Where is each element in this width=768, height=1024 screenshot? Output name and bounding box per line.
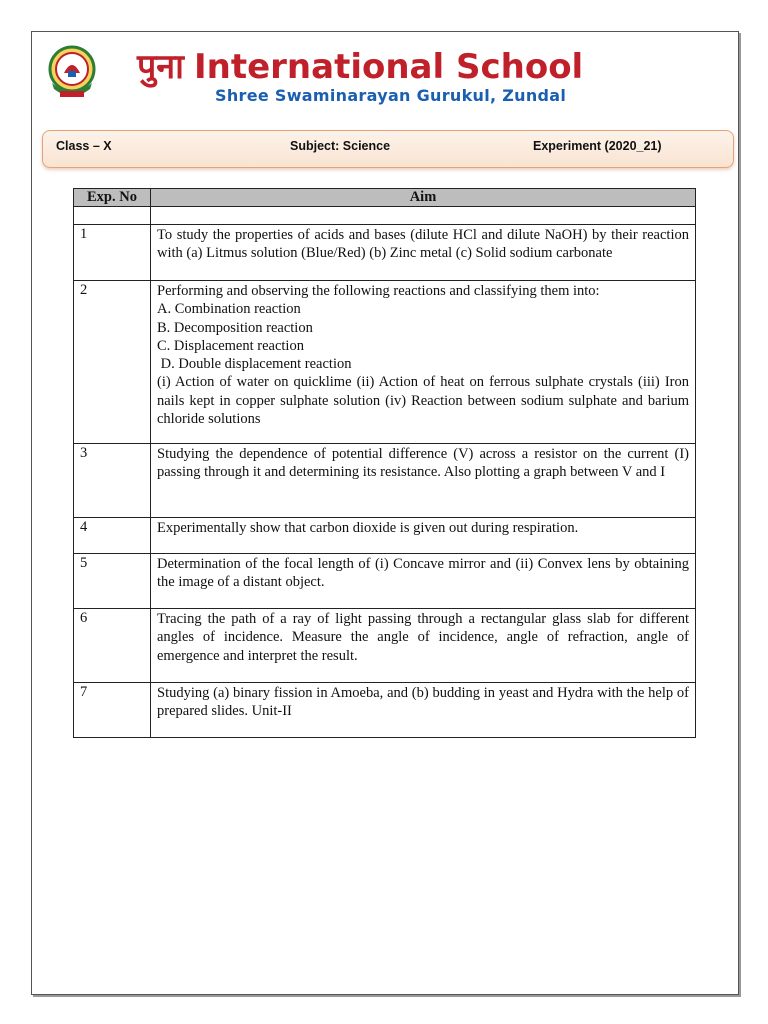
school-emblem-icon — [46, 43, 98, 101]
exp-number: 1 — [74, 225, 151, 281]
exp-aim: Studying (a) binary fission in Amoeba, and (b) budding in yeast and Hydra with the help of prepared slides. Unit-II — [151, 683, 696, 738]
table-row — [74, 554, 696, 609]
table-row — [74, 225, 696, 281]
table-row — [74, 281, 696, 444]
info-band — [42, 130, 734, 168]
header-aim: Aim — [151, 189, 696, 207]
exp-number: 3 — [74, 444, 151, 518]
exp-aim: Performing and observing the following reactions and classifying them into: A. Combination reaction B. Decomposition reaction C. Displacement reaction D. Double displacement reaction (i) Action of water on quicklime (ii) Action of heat on ferrous sulphate crystals (iii) Iron nails kept in copper sulphate solution (iv) Reaction between sodium sulphate and barium chloride solutions — [151, 281, 696, 444]
header-exp-no: Exp. No — [74, 189, 151, 207]
school-subtitle: Shree Swaminarayan Gurukul, Zundal — [215, 86, 567, 105]
experiment-table — [73, 188, 696, 738]
table-row — [74, 683, 696, 738]
exp-number: 6 — [74, 609, 151, 683]
table-row — [74, 444, 696, 518]
exp-aim: Tracing the path of a ray of light passing through a rectangular glass slab for different angles of incidence. Measure the angle of incidence, angle of refraction, angle of emergence and interpret the result. — [151, 609, 696, 683]
exp-number: 4 — [74, 518, 151, 554]
exp-number: 2 — [74, 281, 151, 444]
exp-aim: To study the properties of acids and bases (dilute HCl and dilute NaOH) by their reaction with (a) Litmus solution (Blue/Red) (b) Zinc metal (c) Solid sodium carbonate — [151, 225, 696, 281]
exp-aim: Studying the dependence of potential difference (V) across a resistor on the current (I) passing through it and determining its resistance. Also plotting a graph between V and I — [151, 444, 696, 518]
exp-aim: Determination of the focal length of (i) Concave mirror and (ii) Convex lens by obtaining the image of a distant object. — [151, 554, 696, 609]
table-row — [74, 518, 696, 554]
subject-label: Subject: Science — [290, 139, 391, 153]
exp-aim: Experimentally show that carbon dioxide is given out during respiration. — [151, 518, 696, 554]
table-row — [74, 609, 696, 683]
exp-number: 7 — [74, 683, 151, 738]
table-row-empty — [74, 207, 696, 225]
experiment-label: Experiment (2020_21) — [533, 139, 662, 153]
exp-number: 5 — [74, 554, 151, 609]
school-name-hindi: पुना — [137, 47, 184, 87]
class-label: Class – X — [56, 139, 112, 153]
school-name-english: International School — [194, 47, 584, 87]
